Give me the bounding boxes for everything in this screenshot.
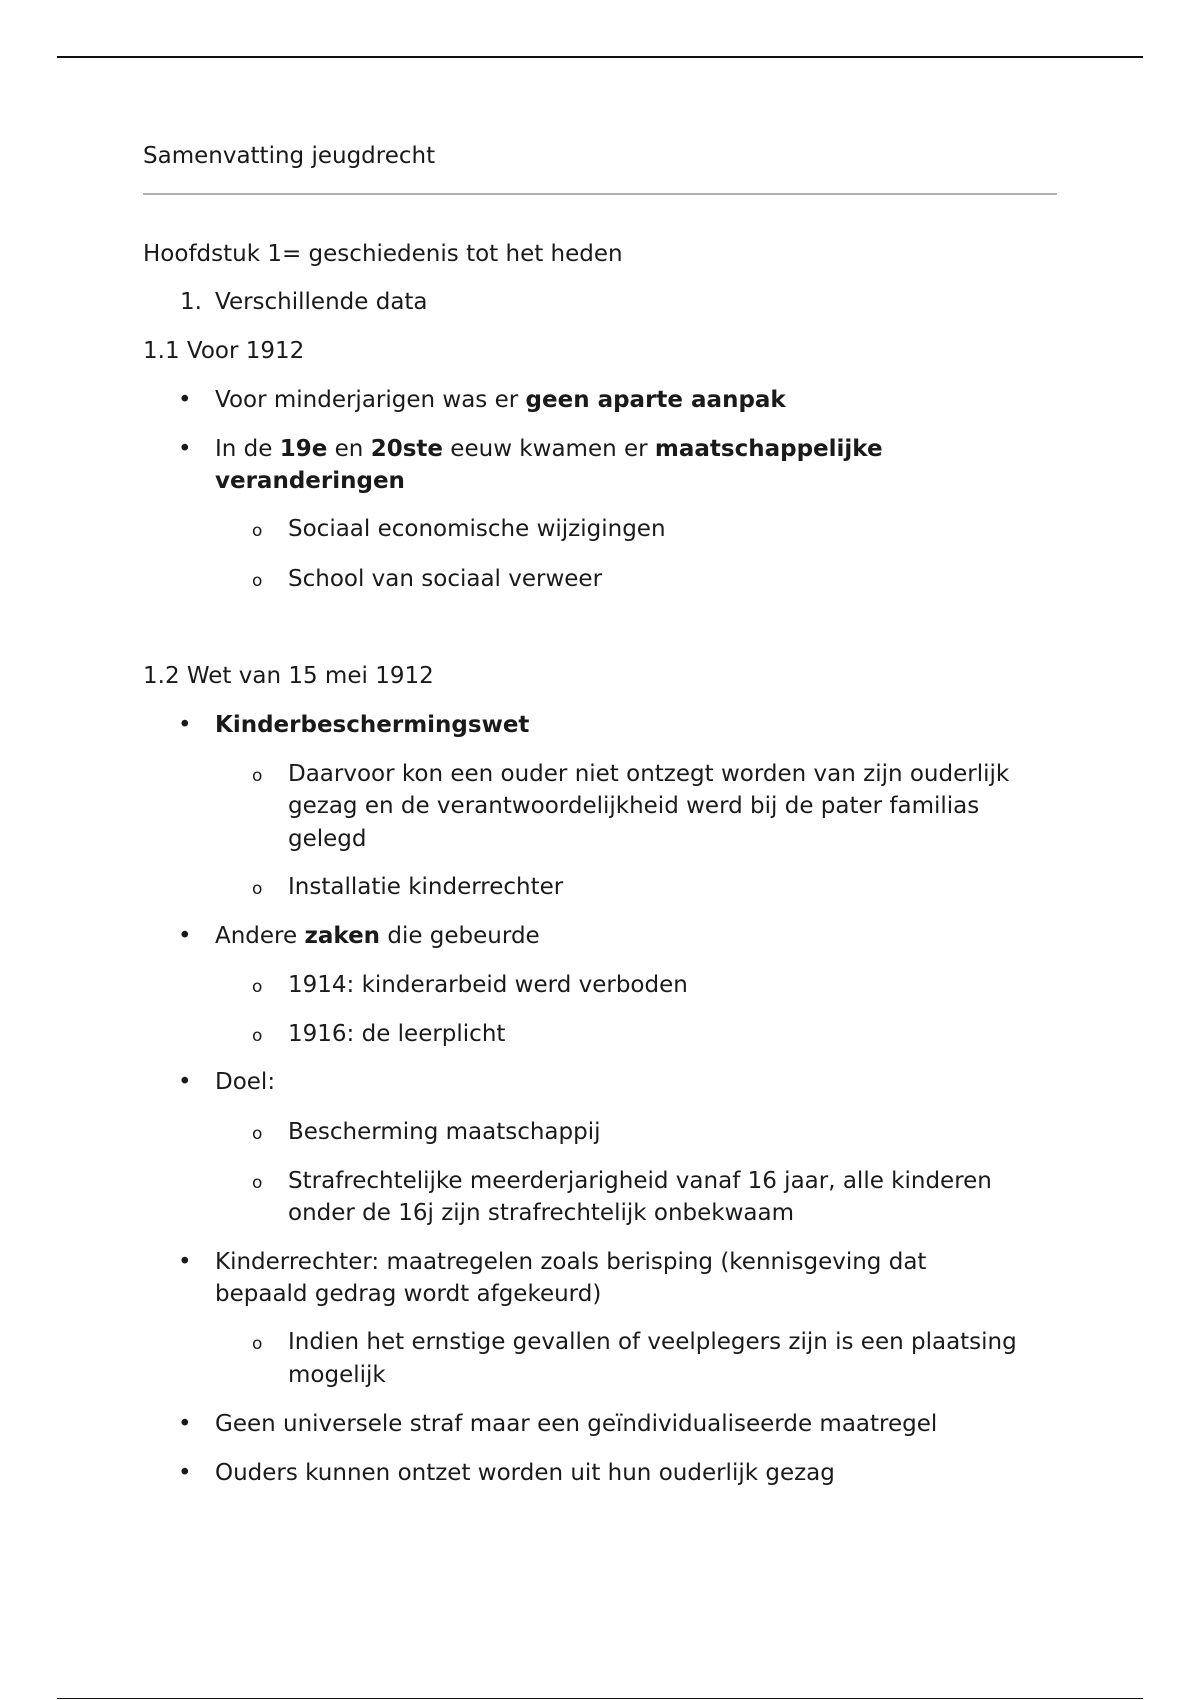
bullet-marker: • — [178, 436, 192, 462]
sub-bullet-item: Installatie kinderrechter — [288, 874, 564, 900]
bullet-marker: • — [178, 923, 192, 949]
bullet-marker: • — [178, 712, 192, 738]
bullet-marker: • — [178, 1249, 192, 1275]
bullet-marker: • — [178, 1460, 192, 1486]
sub-bullet-marker: o — [252, 1173, 263, 1193]
sub-bullet-marker: o — [252, 766, 263, 786]
sub-bullet-continuation: gelegd — [288, 826, 367, 852]
bullet-item: Doel: — [215, 1069, 276, 1095]
sub-bullet-marker: o — [252, 521, 263, 541]
sub-bullet-item: Bescherming maatschappij — [288, 1119, 601, 1145]
sub-bullet-item: Sociaal economische wijzigingen — [288, 516, 666, 542]
bullet-item: Kinderrechter: maatregelen zoals berisping (kennisgeving dat — [215, 1249, 927, 1275]
bullet-marker: • — [178, 1069, 192, 1095]
numbered-item-text: Verschillende data — [215, 289, 428, 315]
section-heading-1-1: 1.1 Voor 1912 — [143, 338, 305, 364]
chapter-heading: Hoofdstuk 1= geschiedenis tot het heden — [143, 241, 623, 267]
document-title: Samenvatting jeugdrecht — [143, 143, 436, 169]
bullet-item-continuation: bepaald gedrag wordt afgekeurd) — [215, 1281, 602, 1307]
bullet-marker: • — [178, 1411, 192, 1437]
sub-bullet-continuation: mogelijk — [288, 1362, 386, 1388]
sub-bullet-item: Strafrechtelijke meerderjarigheid vanaf 16 jaar, alle kinderen — [288, 1168, 992, 1194]
sub-bullet-marker: o — [252, 977, 263, 997]
bullet-item: Voor minderjarigen was er geen aparte aanpak — [215, 387, 786, 413]
page-top-rule — [57, 56, 1143, 58]
sub-bullet-item: 1916: de leerplicht — [288, 1021, 506, 1047]
sub-bullet-marker: o — [252, 1124, 263, 1144]
sub-bullet-marker: o — [252, 1334, 263, 1354]
bullet-item: Geen universele straf maar een geïndividualiseerde maatregel — [215, 1411, 938, 1437]
bullet-item-continuation: veranderingen — [215, 468, 405, 494]
bullet-item: Ouders kunnen ontzet worden uit hun ouderlijk gezag — [215, 1460, 835, 1486]
bullet-item: In de 19e en 20ste eeuw kwamen er maatschappelijke — [215, 436, 883, 462]
list-number: 1. — [180, 289, 202, 315]
sub-bullet-marker: o — [252, 1026, 263, 1046]
sub-bullet-continuation: onder de 16j zijn strafrechtelijk onbekwaam — [288, 1200, 794, 1226]
sub-bullet-item: School van sociaal verweer — [288, 566, 603, 592]
page-bottom-rule — [57, 1698, 1143, 1699]
sub-bullet-item: Indien het ernstige gevallen of veelplegers zijn is een plaatsing — [288, 1329, 1017, 1355]
section-heading-1-2: 1.2 Wet van 15 mei 1912 — [143, 663, 434, 689]
bullet-item: Kinderbeschermingswet — [215, 712, 530, 738]
title-underline — [143, 193, 1057, 195]
sub-bullet-item: Daarvoor kon een ouder niet ontzegt worden van zijn ouderlijk — [288, 761, 1010, 787]
sub-bullet-marker: o — [252, 879, 263, 899]
sub-bullet-continuation: gezag en de verantwoordelijkheid werd bij de pater familias — [288, 793, 980, 819]
bullet-marker: • — [178, 387, 192, 413]
sub-bullet-item: 1914: kinderarbeid werd verboden — [288, 972, 688, 998]
bullet-item: Andere zaken die gebeurde — [215, 923, 540, 949]
sub-bullet-marker: o — [252, 571, 263, 591]
